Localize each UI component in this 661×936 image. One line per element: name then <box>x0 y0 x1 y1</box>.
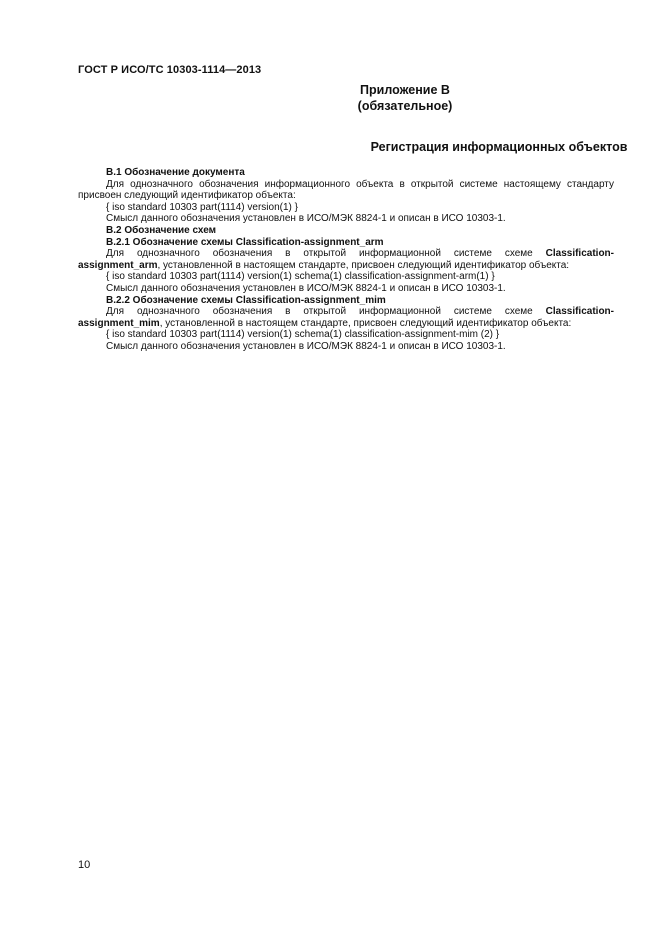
b22-schema-name: Classification-assignment_mim <box>78 306 614 329</box>
b22-text-before: Для однозначного обозначения в открытой информационной системе схеме <box>106 306 546 318</box>
appendix-title: Приложение В <box>360 83 450 97</box>
b21-schema-name: Classification-assignment_arm <box>78 248 614 271</box>
section-title: Регистрация информационных объектов <box>370 140 628 154</box>
page-number: 10 <box>78 859 91 871</box>
heading-b22: В.2.2 Обозначение схемы Classification-assignment_mim <box>106 294 386 306</box>
paragraph-b22-text <box>78 306 614 329</box>
heading-b21: В.2.1 Обозначение схемы Classification-assignment_arm <box>106 236 384 248</box>
paragraph-b21-text <box>78 248 614 271</box>
meaning-b1: Смысл данного обозначения установлен в ИСО/МЭК 8824-1 и описан в ИСО 10303-1. <box>106 213 506 225</box>
b21-text-before: Для однозначного обозначения в открытой информационной системе схеме <box>106 248 546 260</box>
meaning-b22: Смысл данного обозначения установлен в ИСО/МЭК 8824-1 и описан в ИСО 10303-1. <box>106 340 506 352</box>
heading-b1: В.1 Обозначение документа <box>106 167 245 178</box>
running-header: ГОСТ Р ИСО/ТС 10303-1114—2013 <box>78 64 262 76</box>
b21-text-after: , установленной в настоящем стандарте, присвоен следующий идентификатор объекта: <box>157 259 570 271</box>
paragraph-b1-text: Для однозначного обозначения информационного объекта в открытой системе настоящему стандарту присвоен следующий идентификатор объекта: <box>78 178 614 202</box>
identifier-b22: { iso standard 10303 part(1114) version(1) schema(1) classification-assignment-mim (2) } <box>106 329 500 341</box>
identifier-b21: { iso standard 10303 part(1114) version(1) schema(1) classification-assignment-arm(1) } <box>106 271 495 283</box>
identifier-b1: { iso standard 10303 part(1114) version(1) } <box>106 201 298 213</box>
appendix-status: (обязательное) <box>357 99 453 113</box>
meaning-b21: Смысл данного обозначения установлен в ИСО/МЭК 8824-1 и описан в ИСО 10303-1. <box>106 282 506 294</box>
document-body <box>78 167 614 353</box>
heading-b2: В.2 Обозначение схем <box>106 224 217 236</box>
b22-text-after: , установленной в настоящем стандарте, присвоен следующий идентификатор объекта: <box>159 317 572 329</box>
